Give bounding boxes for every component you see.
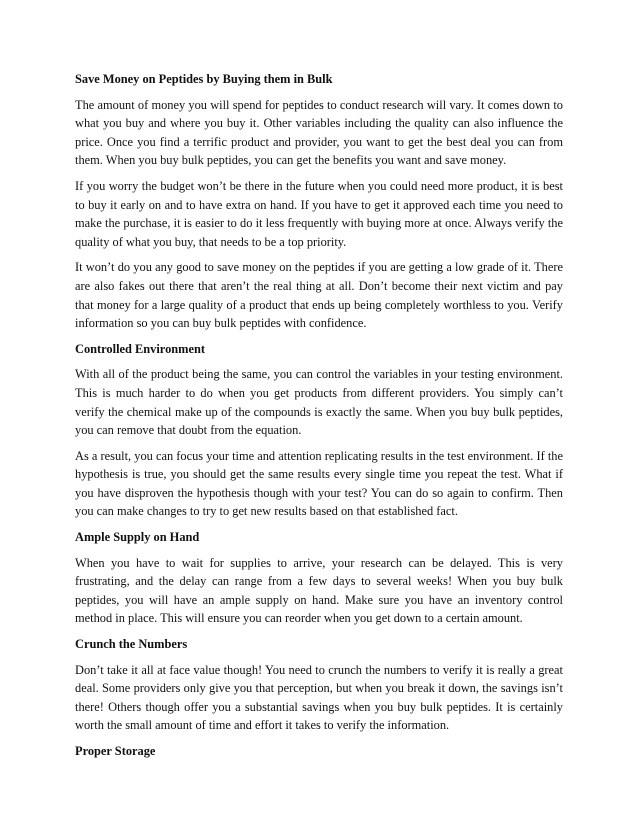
intro-paragraph-3: It won’t do you any good to save money on the peptides if you are getting a low grade of it. There are also fakes out there that aren’t the real thing at all. Don’t become their next victim and pay that money for a large quality of a product that ends up being completely worthless to you. Verify information so you can buy bulk peptides with confidence. bbox=[75, 260, 563, 331]
document-page bbox=[75, 70, 563, 768]
section-paragraph: When you have to wait for supplies to arrive, your research can be delayed. This is very frustrating, and the delay can range from a few days to several weeks! When you buy bulk peptides, you will have an ample supply on hand. Make sure you have an inventory control method in place. This will ensure you can reorder when you get down to a certain amount. bbox=[75, 555, 563, 626]
intro-paragraph-2: If you worry the budget won’t be there in the future when you could need more product, it is best to buy it early on and to have extra on hand. If you have to get it approved each time you need to make the purchase, it is easier to do it less frequently with buying more at once. Always verify the quality of what you buy, that needs to be a top priority. bbox=[75, 178, 563, 249]
section-heading-proper-storage: Proper Storage bbox=[75, 744, 156, 758]
section-paragraph: Don’t take it all at face value though! You need to crunch the numbers to verify it is really a great deal. Some providers only give you that perception, but when you break it down, the savings isn’t there! Others though offer you a substantial savings when you buy bulk peptides. It is certainly worth the small amount of time and effort it takes to verify the information. bbox=[75, 662, 563, 733]
section-heading-ample-supply: Ample Supply on Hand bbox=[75, 530, 200, 545]
section-paragraph: As a result, you can focus your time and attention replicating results in the test environment. If the hypothesis is true, you should get the same results every single time you repeat the test. What if you have disproven the hypothesis though with your test? You can do so again to confirm. Then you can make changes to try to get new results based on that established fact. bbox=[75, 448, 563, 519]
section-heading-crunch-numbers: Crunch the Numbers bbox=[75, 637, 188, 652]
section-paragraph: With all of the product being the same, you can control the variables in your testing environment. This is much harder to do when you get products from different providers. You simply can’t verify the chemical make up of the compounds is exactly the same. When you buy bulk peptides, you can remove that doubt from the equation. bbox=[75, 367, 563, 438]
document-title: Save Money on Peptides by Buying them in Bulk bbox=[75, 72, 333, 86]
intro-paragraph-1: The amount of money you will spend for peptides to conduct research will vary. It comes down to what you buy and where you buy it. Other variables including the quality can also influence the price. Once you find a terrific product and provider, you want to get the best deal you can from them. When you buy bulk peptides, you can get the benefits you want and save money. bbox=[75, 97, 563, 168]
section-heading-controlled-environment: Controlled Environment bbox=[75, 341, 205, 356]
